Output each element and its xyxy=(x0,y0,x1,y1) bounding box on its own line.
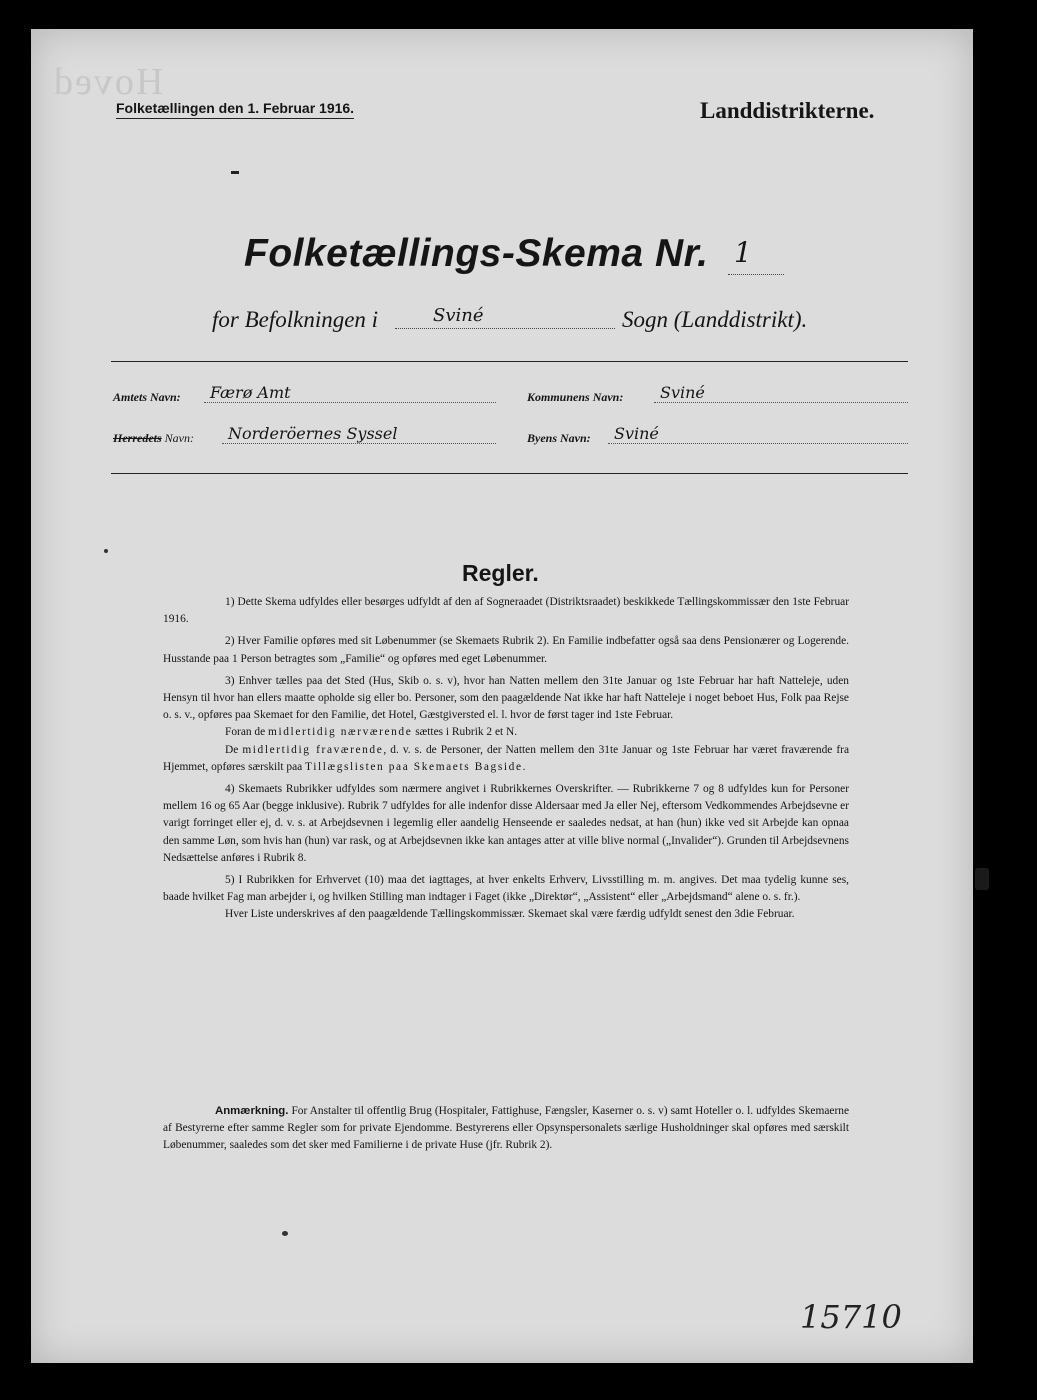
form-title: Folketællings-Skema Nr. xyxy=(244,232,709,275)
note-label: Anmærkning. xyxy=(215,1105,289,1117)
census-date-header: Folketællingen den 1. Februar 1916. xyxy=(116,100,354,119)
note-text: For Anstalter til offentlig Brug (Hospitaler, Fattighuse, Fængsler, Kaserner o. s. v) samt Hoteller o. l. udfyldes Skemaerne af Bestyrerne efter samme Regler som for private Ejendomme. Bestyrerens eller Opsynspersonalets særlige Husholdninger skal opføres med særskilt Løbenummer, saaledes som det sker med Familierne i de private Huse (jfr. Rubrik 2). xyxy=(163,1105,849,1152)
rule-2: 2) Hver Familie opføres med sit Løbenummer (se Skemaets Rubrik 2). En Familie indbefatter også saa dens Pensionærer og Logerende. Husstande paa 1 Person betragtes som „Familie“ og opføres med eget Løbenummer. xyxy=(163,635,849,665)
by-value: Sviné xyxy=(608,424,908,444)
rule-3-absent: De midlertidig fraværende, d. v. s. de Personer, der Natten mellem den 31te Januar og 1ste Februar har været fraværende fra Hjemmet, opføres særskilt paa Tillægslisten paa Skemaets Bagside. xyxy=(163,743,849,773)
rules-body xyxy=(163,594,849,929)
rule-5: 5) I Rubrikken for Erhvervet (10) maa det iagttages, at hver enkelts Erhverv, Livsstilling m. m. angives. Det maa tydelig kunne ses, baade hvilket Fag man arbejder i, og hvilken Stilling man indtager i Faget (ikke „Direktør“, „Assistent“ eller „Arbejdsmand“ alene o. s. fr.). xyxy=(163,874,849,904)
rule-6: Hver Liste underskrives af den paagældende Tællingskommissær. Skemaet skal være færdig udfyldt senest den 3die Februar. xyxy=(225,908,795,921)
rule-3: 3) Enhver tælles paa det Sted (Hus, Skib o. s. v), hvor han Natten mellem den 31te Januar og 1ste Februar har haft Natteleje, uden Hensyn til hvor han ellers maatte opholde sig eller bo. Personer, som den paagældende Nat ikke har haft Natteleje i noget beboet Hus, Folk paa Rejse o. s. v., opføres paa Skemaet for den Familie, det Hotel, Gæstgiversted el. l. hvor de først tager ind 1ste Februar. xyxy=(163,674,849,722)
rule-1: 1) Dette Skema udfyldes eller besørges udfyldt af den af Sogneraadet (Distriktsraadet) beskikkede Tællingskommissær den 1ste Februar 1916. xyxy=(163,596,849,626)
district-type-header: Landdistrikterne. xyxy=(700,98,875,123)
parish-name: Sviné xyxy=(395,305,615,329)
bleed-through-stamp: Hoved xyxy=(52,61,164,103)
kommune-label: Kommunens Navn: xyxy=(527,390,624,404)
divider-bottom xyxy=(111,473,908,474)
herred-label-struck: Herredets xyxy=(113,431,162,445)
kommune-value: Sviné xyxy=(654,383,908,403)
amt-value: Færø Amt xyxy=(204,383,496,403)
amt-label: Amtets Navn: xyxy=(113,390,181,404)
rule-3-present: Foran de midlertidig nærværende sættes i Rubrik 2 et N. xyxy=(225,726,518,739)
herred-label-navn: Navn: xyxy=(164,431,194,445)
herred-value: Norderöernes Syssel xyxy=(222,424,496,444)
herred-label xyxy=(113,431,194,446)
rule-4: 4) Skemaets Rubrikker udfyldes som nærmere angivet i Rubrikkernes Overskrifter. — Rubrikkerne 7 og 8 udfyldes kun for Personer mellem 16 og 65 Aar (begge inklusive). Rubrik 7 udfyldes for alle indenfor disse Aldersaar med Ja eller Nej, eftersom Vedkommendes Arbejdsevne er varigt forringet eller ej, d. v. s. at Arbejdsevnen i legemlig eller aandelig Henseende er saaledes nedsat, at han (hun) ikke ved sit Arbejde kan opnaa den samme Løn, som hvis han (hun) var rask, og at Arbejdsevnen ikke kan antages atter at ville blive normal („Invalider“). Grunden til Arbejdsevnens Nedsættelse anføres i Rubrik 8. xyxy=(163,783,849,864)
ink-speck xyxy=(104,549,108,553)
archive-number: 15710 xyxy=(800,1298,902,1336)
by-label: Byens Navn: xyxy=(527,431,591,445)
form-number: 1 xyxy=(728,236,784,275)
subtitle-prefix: for Befolkningen i xyxy=(212,307,379,332)
note-paragraph xyxy=(163,1103,849,1155)
rules-heading: Regler. xyxy=(462,560,539,586)
ink-mark xyxy=(231,171,239,174)
page-edge-mark xyxy=(975,868,989,890)
ink-speck xyxy=(282,1231,288,1236)
divider-top xyxy=(111,361,908,362)
subtitle-suffix: Sogn (Landdistrikt). xyxy=(622,307,808,332)
